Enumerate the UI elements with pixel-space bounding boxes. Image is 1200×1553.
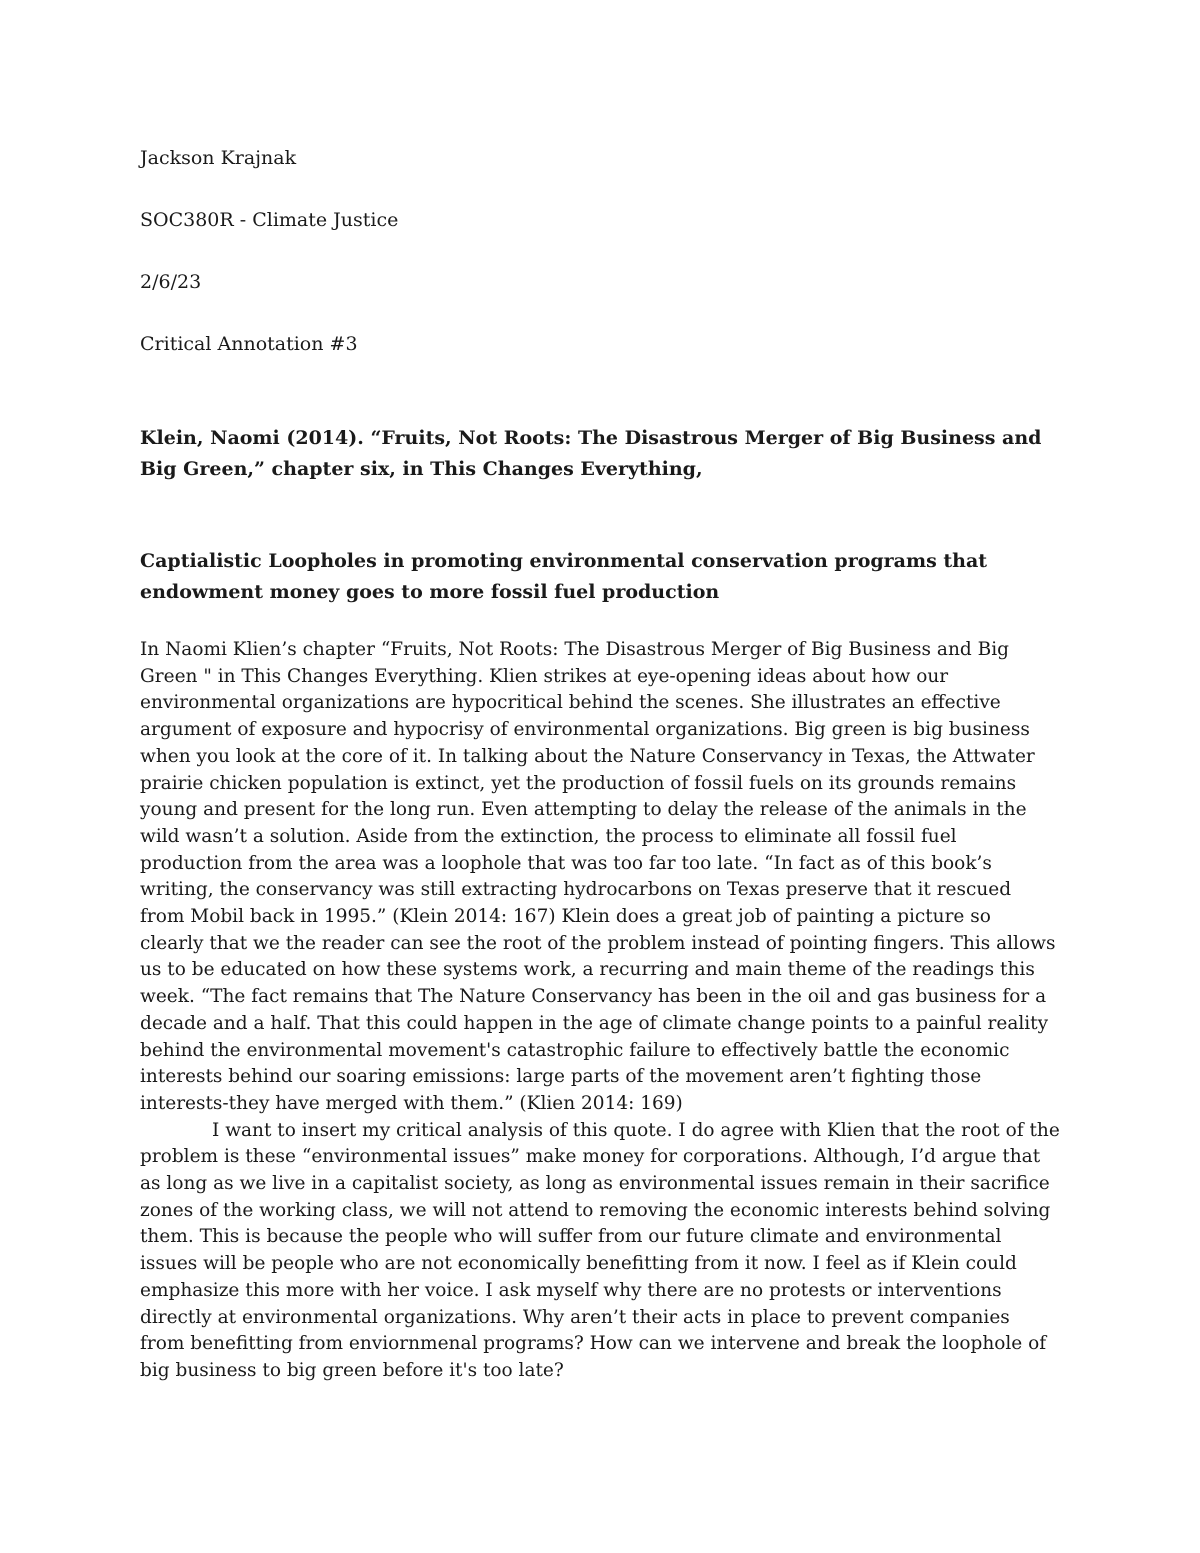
document-date: 2/6/23 [140, 271, 202, 293]
assignment-title: Critical Annotation #3 [140, 333, 358, 355]
body-paragraph-summary: In Naomi Klien’s chapter “Fruits, Not Roots: The Disastrous Merger of Big Business and Big Green " in This Changes Everything. Klien strikes at eye-opening ideas about how our environmental organizations are hypocritical behind the scenes. She illustrates an effective argument of exposure and hypocrisy of environmental organizations. Big green is big business when you look at the core of it. In talking about the Nature Conservancy in Texas, the Attwater prairie chicken population is extinct, yet the production of fossil fuels on its grounds remains young and present for the long run. Even attempting to delay the release of the animals in the wild wasn’t a solution. Aside from the extinction, the process to eliminate all fossil fuel production from the area was a loophole that was too far too late. “In fact as of this book’s writing, the conservancy was still extracting hydrocarbons on Texas preserve that it rescued from Mobil back in 1995.” (Klein 2014: 167) Klein does a great job of painting a picture so clearly that we the reader can see the root of the problem instead of pointing fingers. This allows us to be educated on how these systems work, a recurring and main theme of the readings this week. “The fact remains that The Nature Conservancy has been in the oil and gas business for a decade and a half. That this could happen in the age of climate change points to a painful reality behind the environmental movement's catastrophic failure to effectively battle the economic interests behind our soaring emissions: large parts of the movement aren’t fighting those interests-they have merged with them.” (Klien 2014: 169) [140, 639, 1056, 1114]
annotation-heading: Captialistic Loopholes in promoting environmental conservation programs that endowment money goes to more fossil fuel production [140, 550, 988, 603]
citation: Klein, Naomi (2014). “Fruits, Not Roots: The Disastrous Merger of Big Business and Big Green,” chapter six, in This Changes Everything, [140, 427, 1042, 480]
body-paragraph-analysis: I want to insert my critical analysis of this quote. I do agree with Klien that the root of the problem is these “environmental issues” make money for corporations. Although, I’d argue that as long as we live in a capitalist society, as long as environmental issues remain in their sacrifice zones of the working class, we will not attend to removing the economic interests behind solving them. This is because the people who will suffer from our future climate and environmental issues will be people who are not economically benefitting from it now. I feel as if Klein could emphasize this more with her voice. I ask myself why there are no protests or interventions directly at environmental organizations. Why aren’t their acts in place to prevent companies from benefitting from enviornmenal programs? How can we intervene and break the loophole of big business to big green before it's too late? [140, 1119, 1060, 1381]
annotation-body [140, 637, 1060, 1385]
author-name: Jackson Krajnak [140, 147, 297, 169]
course-name: SOC380R - Climate Justice [140, 209, 399, 231]
